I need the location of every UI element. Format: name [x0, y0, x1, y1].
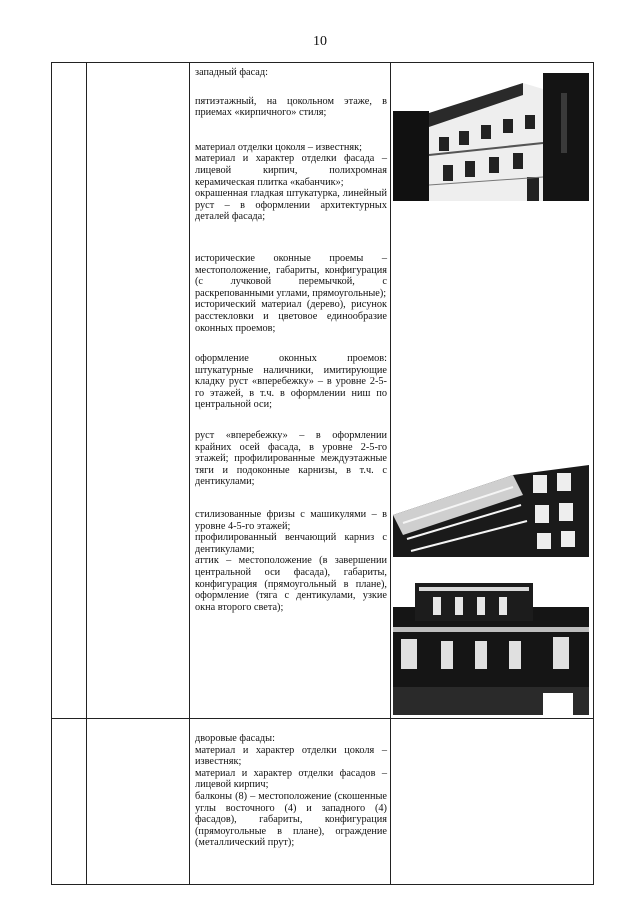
text-line: исторический материал (дерево), рисунок расстекловки и цветовое единообразие оконных проемов;	[195, 299, 387, 334]
rustication-photo-image	[393, 465, 589, 557]
paragraph	[195, 96, 387, 119]
paragraph	[195, 253, 387, 334]
paragraph	[195, 353, 387, 411]
text-line: стилизованные фризы с машикулями – в уровне 4-5-го этажей;	[195, 509, 387, 532]
text-line: балконы (8) – местоположение (скошенные углы восточного (4) и западного (4) фасадов), габариты, конфигурация (прямоугольные в плане), ограждение (металлический прут);	[195, 790, 387, 849]
paragraph	[195, 430, 387, 488]
facade-photo-image	[393, 73, 589, 201]
text-line: оформление оконных проемов: штукатурные наличники, имитирующие кладку руст «вперебежку» – в уровне 2-5-го этажей, в т.ч. в оформлении ниш по центральной оси;	[195, 353, 387, 411]
protected-features-table	[51, 62, 594, 885]
column-divider	[189, 63, 190, 884]
row2-description	[195, 733, 387, 849]
paragraph	[195, 733, 387, 849]
row-divider	[52, 718, 593, 719]
text-line: исторические оконные проемы – местоположение, габариты, конфигурация (с лучковой перемычкой, с раскрепованными углами, прямоугольные);	[195, 252, 387, 299]
text-line: дворовые фасады:	[195, 733, 275, 744]
rustication-photo	[393, 465, 589, 557]
paragraph	[195, 67, 387, 79]
text-line: окрашенная гладкая штукатурка, линейный руст – в оформлении архитектурных деталей фасада;	[195, 188, 387, 223]
text-line: аттик – местоположение (в завершении центральной оси фасада), габариты, конфигурация (прямоугольный в плане), оформление (тяга с дентикулами, узкие окна второго света);	[195, 555, 387, 613]
column-divider	[390, 63, 391, 884]
attic-photo-image	[393, 575, 589, 715]
text-line: материал и характер отделки фасадов – лицевой кирпич;	[195, 767, 387, 791]
text-line: материал отделки цоколя – известняк;	[195, 141, 362, 153]
text-line: западный фасад:	[195, 67, 268, 78]
page-number: 10	[313, 34, 327, 49]
paragraph	[195, 142, 387, 223]
attic-photo	[393, 575, 589, 715]
text-line: материал и характер отделки цоколя – известняк;	[195, 744, 387, 768]
text-line: материал и характер отделки фасада – лицевой кирпич, полихромная керамическая плитка «кабанчик»;	[195, 153, 387, 188]
text-line: профилированный венчающий карниз с дентикулами;	[195, 532, 387, 555]
text-line: руст «вперебежку» – в оформлении крайних осей фасада, в уровне 2-5-го этажей; профилированные междуэтажные тяги и подоконные карнизы, в т.ч. с дентикулами;	[195, 430, 387, 488]
facade-photo	[393, 73, 589, 201]
text-line: пятиэтажный, на цокольном этаже, в приемах «кирпичного» стиля;	[195, 95, 387, 119]
column-divider	[86, 63, 87, 884]
row1-description	[195, 67, 387, 613]
paragraph	[195, 509, 387, 613]
